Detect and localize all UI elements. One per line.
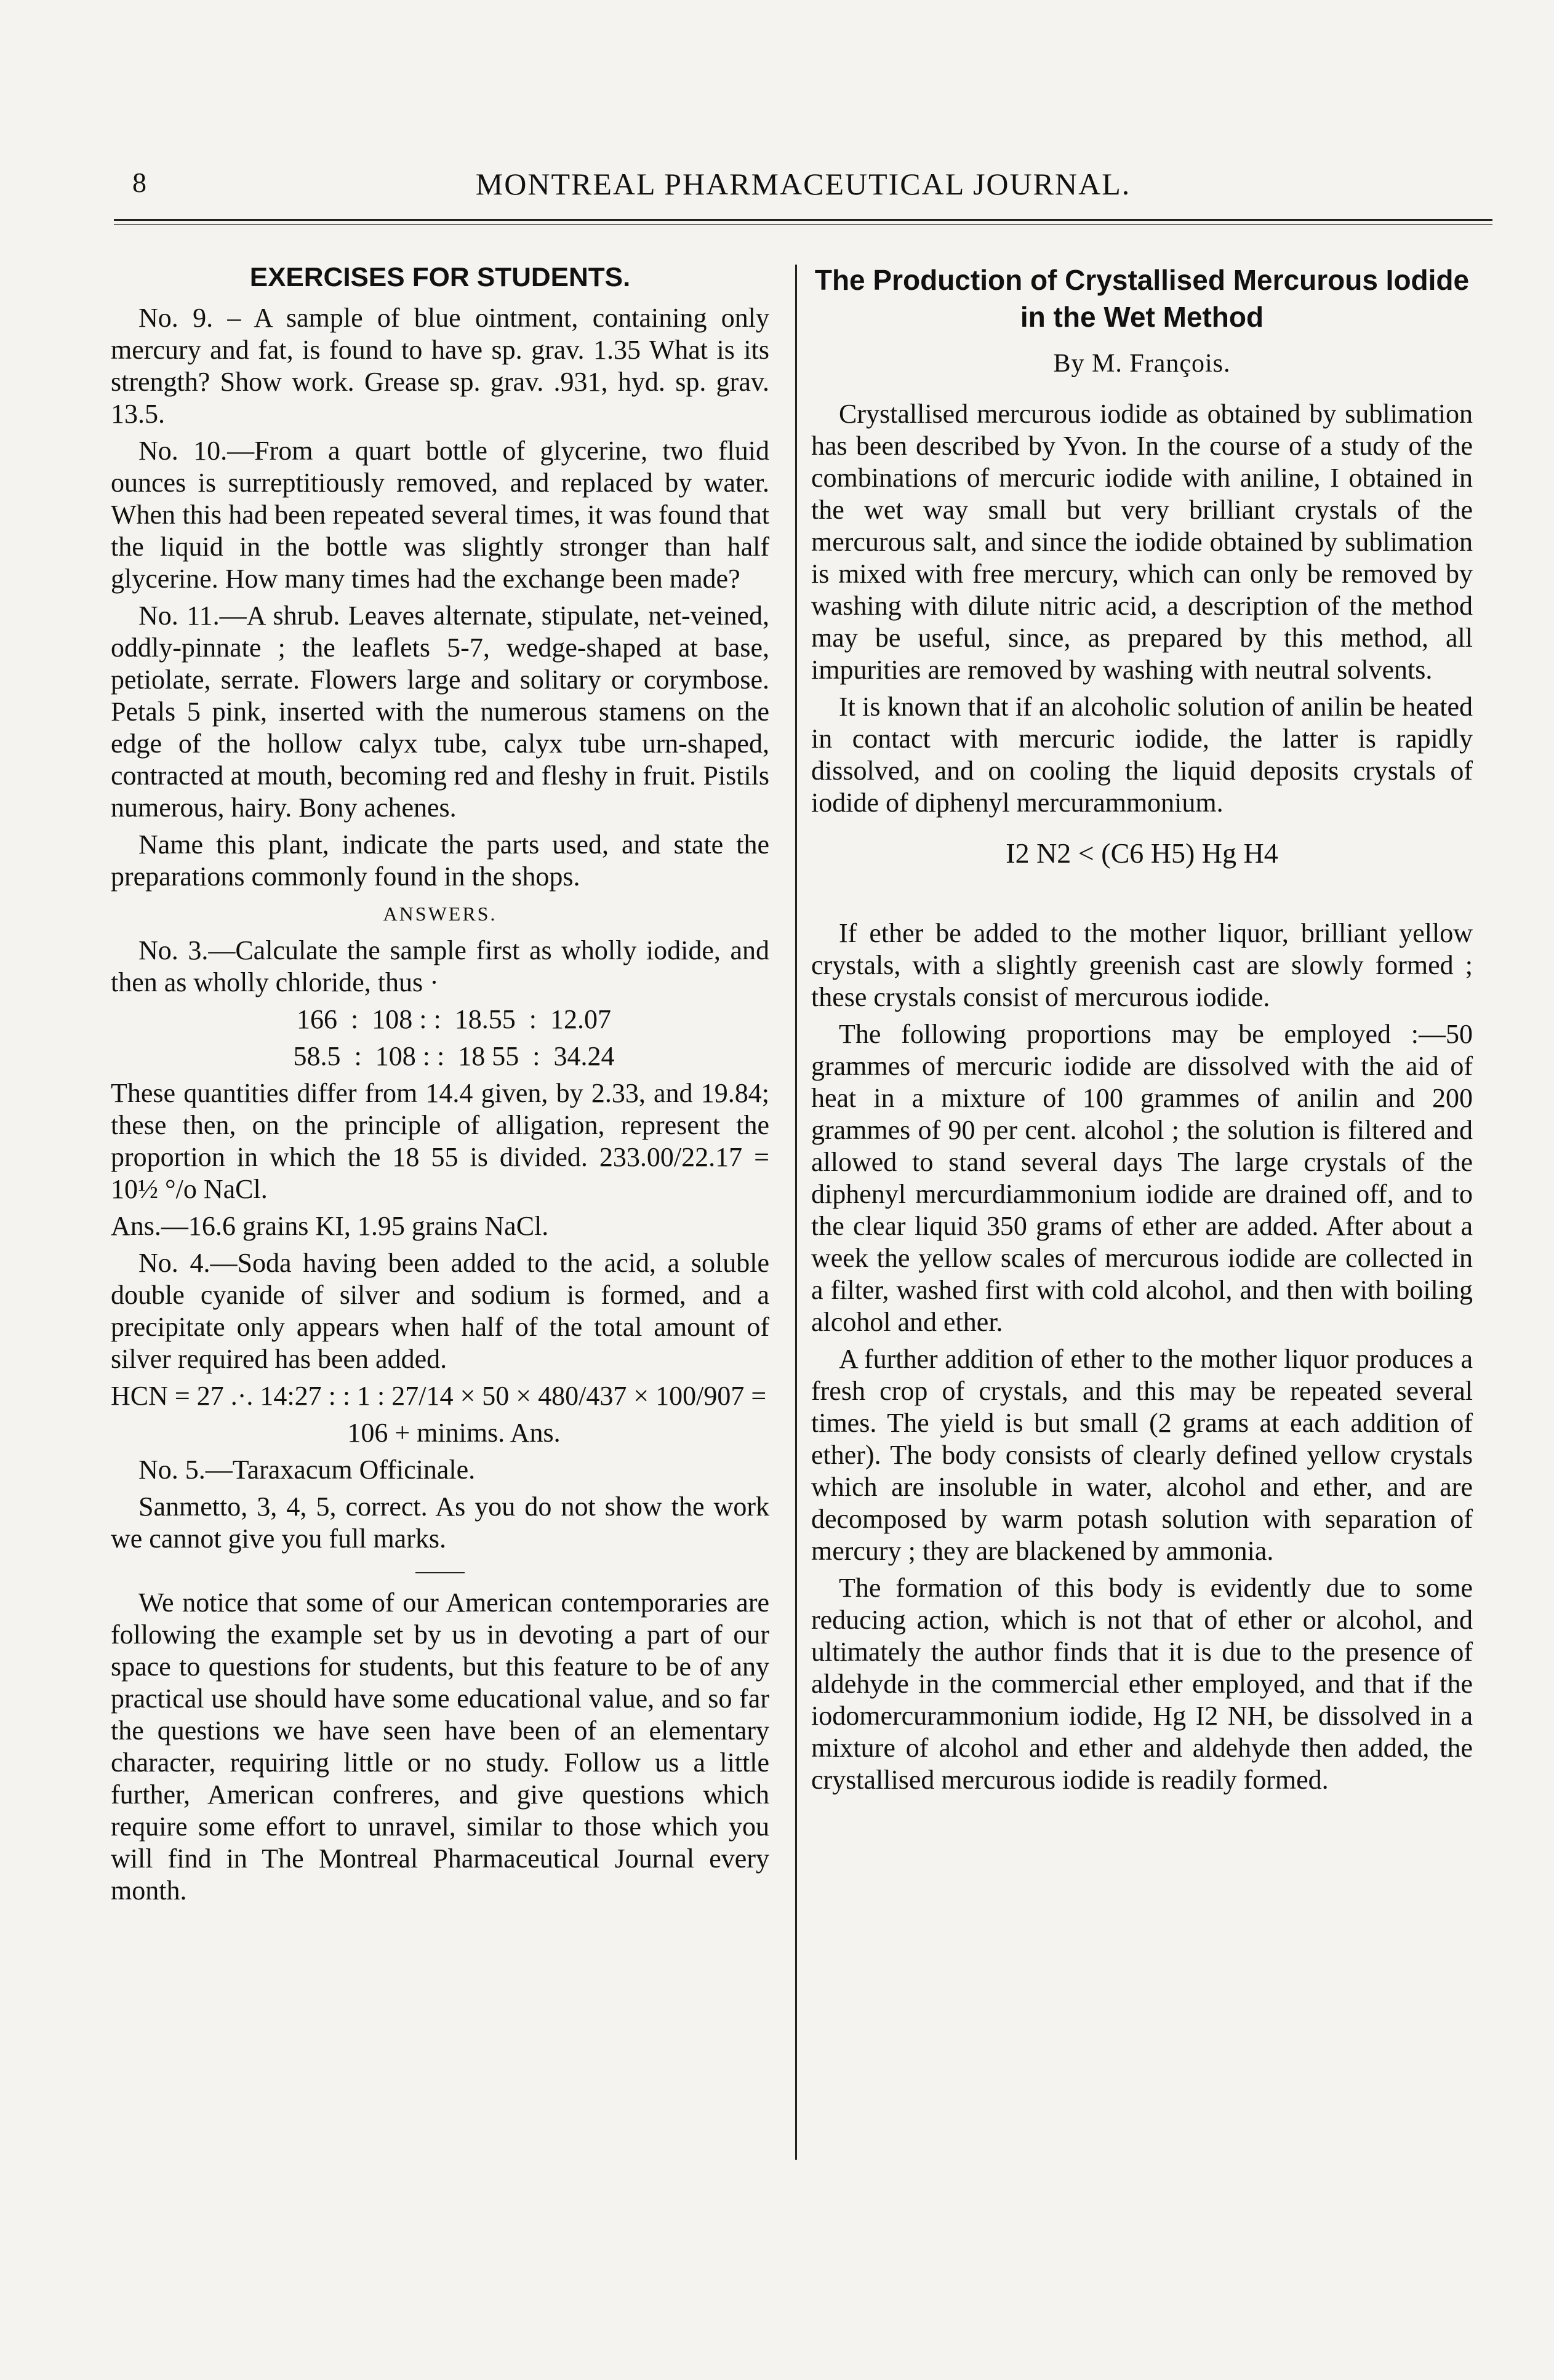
article-paragraph-5: A further addition of ether to the mother liquor produces a fresh crop of crystals, and this may be repeated several times. The yield is but small (2 grams at each addition of ether). The body consists of clearly defined yellow crystals which are insoluble in water, alcohol and ether, and are decomposed by warm potash solution with separation of mercury ; they are blackened by ammonia. <box>811 1344 1473 1566</box>
answer-4-result: 106 + minims. Ans. <box>347 1418 561 1448</box>
article-paragraph-6: The formation of this body is evidently due to some reducing action, which is not that of ether or alcohol, and ultimately the author finds that it is due to the presence of aldehyde in the commercial ether employed, and that if the iodomercurammonium iodide, Hg I2 NH, be dissolved in a mixture of alcohol and ether and aldehyde then added, the crystallised mercurous iodide is readily formed. <box>811 1573 1473 1795</box>
answer-4: No. 4.—Soda having been added to the acid, a soluble double cyanide of silver and sodium is formed, and a precipitate only appears when half of the total amount of silver required has been added. <box>111 1248 769 1374</box>
article-paragraph-3: If ether be added to the mother liquor, brilliant yellow crystals, with a slightly greenish cast are slowly formed ; these crystals consist of mercurous iodide. <box>811 918 1473 1012</box>
editorial-note: We notice that some of our American contemporaries are following the example set by us in devoting a part of our space to questions for students, but this feature to be of any practical use should have some educational value, and so far the questions we have seen have been of an elementary character, requiring little or no study. Follow us a little further, American confreres, and give questions which require some effort to unravel, similar to those which you will find in The Montreal Pharmaceutical Journal every month. <box>111 1587 769 1906</box>
page-header <box>114 166 1492 215</box>
article-paragraph-4: The following proportions may be employed :—50 grammes of mercuric iodide are dissolved with the aid of heat in a mixture of 100 grammes of anilin and 200 grammes of 90 per cent. alcohol ; the solution is filtered and allowed to stand several days The large crystals of the diphenyl mercurdiammonium iodide are drained off, and to the clear liquid 350 grams of ether are added. After about a week the yellow scales of mercurous iodide are collected in a filter, washed first with cold alcohol, and then with boiling alcohol and ether. <box>811 1019 1473 1337</box>
answer-3-explanation: These quantities differ from 14.4 given, by 2.33, and 19.84; these then, on the principle of alligation, represent the proportion in which the 18 55 is divided. 233.00/22.17 = 10½ °/o NaCl. <box>111 1078 769 1204</box>
right-column <box>811 262 1473 1801</box>
calc-line-2: 58.5 : 108 : : 18 55 : 34.24 <box>293 1041 615 1071</box>
section-rule <box>415 1572 465 1573</box>
answer-4-formula: HCN = 27 .·. 14:27 : : 1 : 27/14 × 50 × 480/437 × 100/907 = <box>111 1381 767 1411</box>
article-paragraph-2: It is known that if an alcoholic solution of anilin be heated in contact with mercuric iodide, the latter is rapidly dissolved, and on cooling the liquid deposits crystals of iodide of diphenyl mercurammonium. <box>811 692 1473 818</box>
answers-label: ANSWERS. <box>383 903 497 925</box>
article-byline: By M. François. <box>1053 349 1231 378</box>
article-heading: The Production of Crystallised Mercurous Iodide in the Wet Method <box>814 264 1470 333</box>
chemical-formula: I2 N2 < (C6 H5) Hg H4 <box>1006 837 1278 869</box>
running-title: MONTREAL PHARMACEUTICAL JOURNAL. <box>475 167 1131 201</box>
answer-5: No. 5.—Taraxacum Officinale. <box>138 1455 476 1485</box>
column-divider <box>795 265 797 2160</box>
page-number: 8 <box>132 167 146 198</box>
left-column <box>111 262 769 1912</box>
question-11-task: Name this plant, indicate the parts used, and state the preparations commonly found in the shops. <box>111 829 769 892</box>
header-rule <box>114 219 1492 225</box>
exercises-heading: EXERCISES FOR STUDENTS. <box>249 262 631 292</box>
question-10: No. 10.—From a quart bottle of glycerine, two fluid ounces is surreptitiously removed, and replaced by water. When this had been repeated several times, it was found that the liquid in the bottle was slightly stronger than half glycerine. How many times had the exchange been made? <box>111 436 769 594</box>
question-9: No. 9. – A sample of blue ointment, containing only mercury and fat, is found to have sp. grav. 1.35 What is its strength? Show work. Grease sp. grav. .931, hyd. sp. grav. 13.5. <box>111 303 769 429</box>
answer-5-comment: Sanmetto, 3, 4, 5, correct. As you do not show the work we cannot give you full marks. <box>111 1491 769 1554</box>
calc-line-1: 166 : 108 : : 18.55 : 12.07 <box>297 1004 611 1034</box>
question-11: No. 11.—A shrub. Leaves alternate, stipulate, net-veined, oddly-pinnate ; the leaflets 5-7, wedge-shaped at base, petiolate, serrate. Flowers large and solitary or corymbose. Petals 5 pink, inserted with the numerous stamens on the edge of the hollow calyx tube, calyx tube urn-shaped, contracted at mouth, becoming red and fleshy in fruit. Pistils numerous, hairy. Bony achenes. <box>111 601 769 823</box>
article-paragraph-1: Crystallised mercurous iodide as obtained by sublimation has been described by Yvon. In the course of a study of the combinations of mercuric iodide with aniline, I obtained in the wet way small but very brilliant crystals of the mercurous salt, and since the iodide obtained by sublimation is mixed with free mercury, which can only be removed by washing with dilute nitric acid, a description of the method may be useful, since, as prepared by this method, all impurities are removed by washing with neutral solvents. <box>811 399 1473 685</box>
answer-3-result: Ans.—16.6 grains KI, 1.95 grains NaCl. <box>111 1211 549 1241</box>
answer-3: No. 3.—Calculate the sample first as wholly iodide, and then as wholly chloride, thus · <box>111 935 769 997</box>
